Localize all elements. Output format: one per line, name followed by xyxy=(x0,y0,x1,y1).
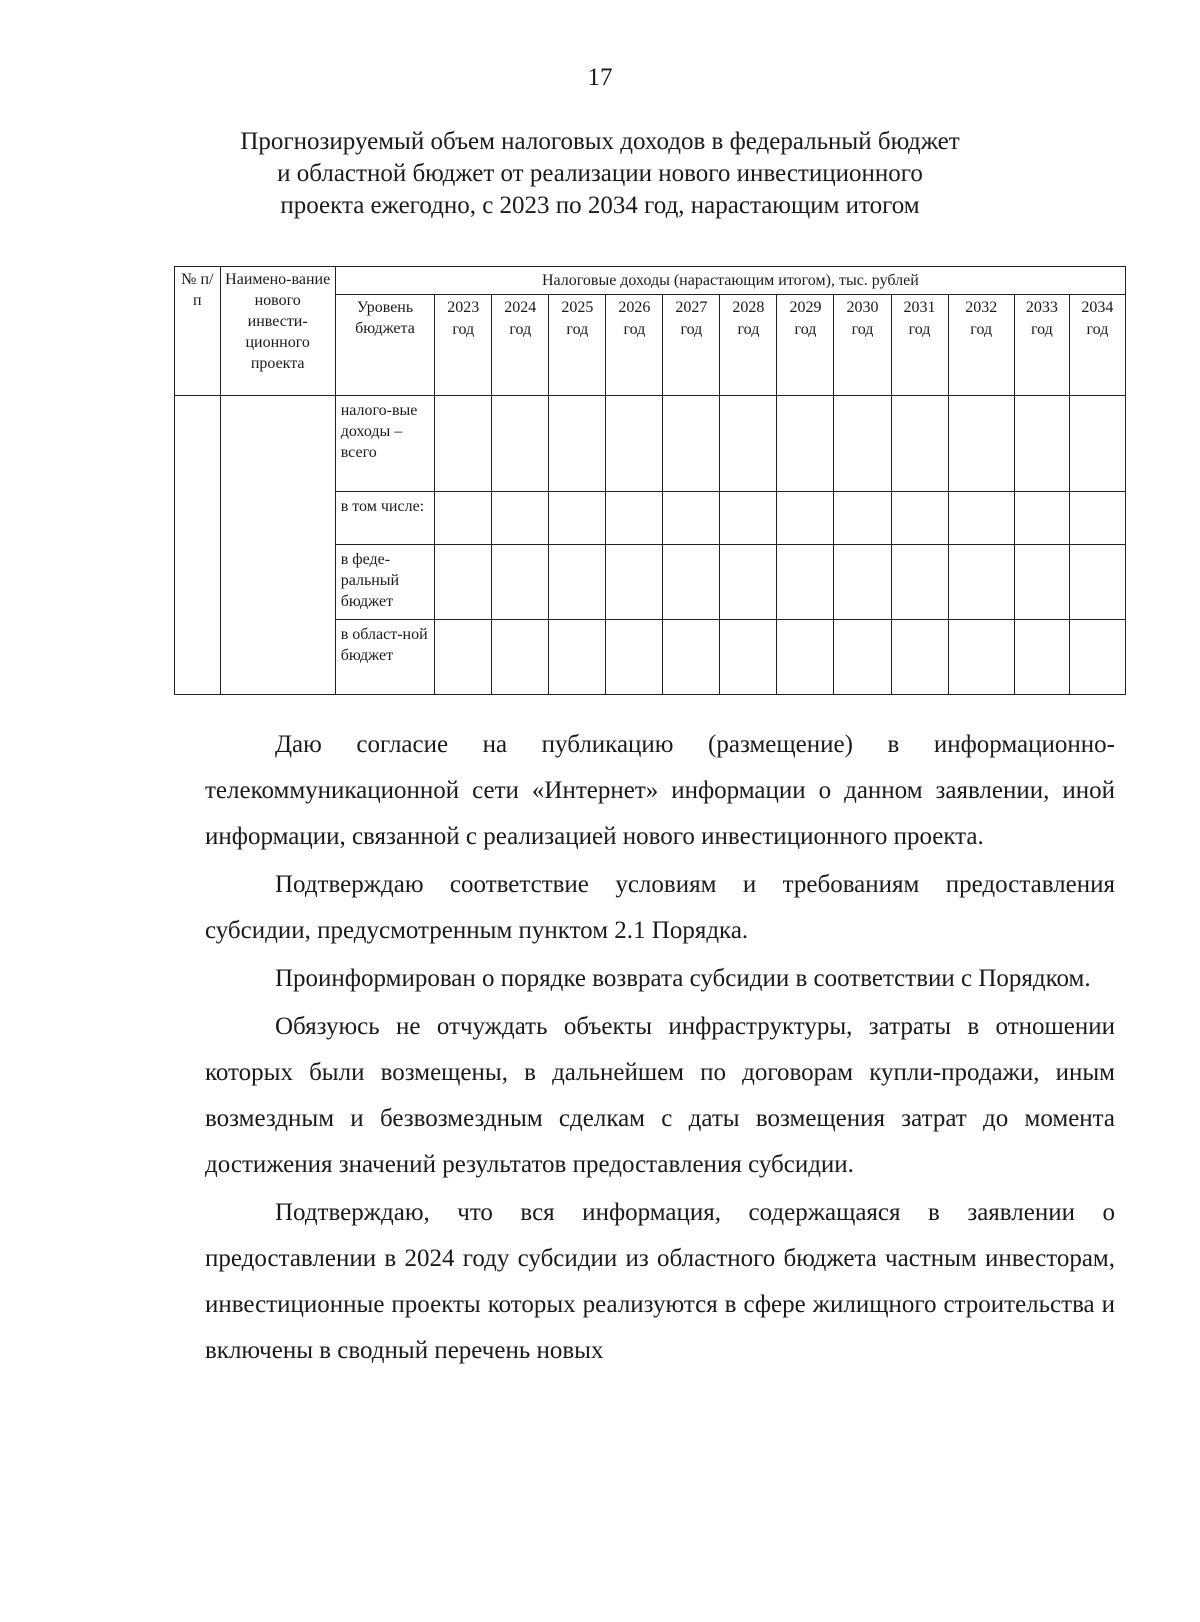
budget-level-label: в том числе: xyxy=(335,492,435,545)
value-cell-2030 xyxy=(834,620,891,695)
value-cell-2024 xyxy=(492,545,549,620)
year-value: 2023 xyxy=(447,299,480,316)
year-header-2027 xyxy=(663,295,720,396)
header-row-1 xyxy=(175,267,1126,295)
year-value: 2029 xyxy=(789,299,822,316)
year-unit: год xyxy=(970,321,993,338)
year-header-2030 xyxy=(834,295,891,396)
value-cell-2023 xyxy=(435,545,492,620)
budget-level-label: налого-вые доходы – всего xyxy=(335,396,435,492)
year-header-2026 xyxy=(606,295,663,396)
paragraph-conditions: Подтверждаю соответствие условиям и требованиям предоставления субсидии, предусмотренным пунктом 2.1 Порядка. xyxy=(205,871,1115,944)
year-unit: год xyxy=(737,321,760,338)
value-cell-2033 xyxy=(1014,492,1069,545)
col-budget-level-header: Уровень бюджета xyxy=(335,295,435,396)
table-row xyxy=(175,396,1126,492)
value-cell-2031 xyxy=(891,545,948,620)
paragraph-obligation: Обязуюсь не отчуждать объекты инфраструктуры, затраты в отношении которых были возмещены, в дальнейшем по договорам купли-продажи, иным возмездным и безвозмездным сделкам с даты возмещения затрат до момента достижения значений результатов предоставления субсидии. xyxy=(205,1013,1115,1178)
value-cell-2029 xyxy=(777,396,834,492)
value-cell-2027 xyxy=(663,396,720,492)
value-cell-2025 xyxy=(549,396,606,492)
year-header-2023 xyxy=(435,295,492,396)
year-header-2034 xyxy=(1069,295,1125,396)
value-cell-2027 xyxy=(663,545,720,620)
value-cell-2032 xyxy=(948,396,1014,492)
year-value: 2026 xyxy=(618,299,651,316)
tax-revenue-table xyxy=(174,266,1126,695)
year-unit: год xyxy=(1086,321,1109,338)
value-cell-2034 xyxy=(1069,620,1125,695)
year-value: 2030 xyxy=(846,299,879,316)
value-cell-2028 xyxy=(720,620,777,695)
value-cell-2032 xyxy=(948,620,1014,695)
year-header-2025 xyxy=(549,295,606,396)
value-cell-2025 xyxy=(549,492,606,545)
year-header-2032 xyxy=(948,295,1014,396)
year-value: 2027 xyxy=(675,299,708,316)
paragraph-confirmation: Подтверждаю, что вся информация, содержащаяся в заявлении о предоставлении в 2024 году субсидии из областного бюджета частным инвесторам, инвестиционные проекты которых реализуются в сфере жилищного строительства и включены в сводный перечень новых xyxy=(205,1199,1115,1364)
year-unit: год xyxy=(452,321,475,338)
value-cell-2026 xyxy=(606,492,663,545)
value-cell-2032 xyxy=(948,545,1014,620)
value-cell-2029 xyxy=(777,492,834,545)
year-value: 2033 xyxy=(1025,299,1058,316)
value-cell-2033 xyxy=(1014,396,1069,492)
year-value: 2034 xyxy=(1081,299,1114,316)
value-cell-2026 xyxy=(606,396,663,492)
year-unit: год xyxy=(623,321,646,338)
budget-level-label: в феде-ральный бюджет xyxy=(335,545,435,620)
value-cell-2026 xyxy=(606,620,663,695)
year-value: 2031 xyxy=(903,299,936,316)
year-header-2033 xyxy=(1014,295,1069,396)
value-cell-2029 xyxy=(777,545,834,620)
year-unit: год xyxy=(566,321,589,338)
value-cell-2031 xyxy=(891,620,948,695)
value-cell-2024 xyxy=(492,396,549,492)
value-cell-2027 xyxy=(663,620,720,695)
value-cell-2027 xyxy=(663,492,720,545)
value-cell-2023 xyxy=(435,492,492,545)
row-number-cell xyxy=(175,396,221,695)
year-unit: год xyxy=(1030,321,1053,338)
page-number: 17 xyxy=(587,64,613,91)
paragraph-consent: Даю согласие на публикацию (размещение) в информационно-телекоммуникационной сети «Интернет» информации о данном заявлении, иной информации, связанной с реализацией нового инвестиционного проекта. xyxy=(205,731,1115,850)
year-header-2031 xyxy=(891,295,948,396)
project-name-cell xyxy=(220,396,335,695)
value-cell-2025 xyxy=(549,620,606,695)
value-cell-2023 xyxy=(435,396,492,492)
title-line: проекта ежегодно, с 2023 по 2034 год, нарастающим итогом xyxy=(280,192,920,219)
title-line: Прогнозируемый объем налоговых доходов в федеральный бюджет xyxy=(240,128,960,155)
year-header-2024 xyxy=(492,295,549,396)
value-cell-2030 xyxy=(834,545,891,620)
year-value: 2028 xyxy=(732,299,765,316)
value-cell-2024 xyxy=(492,620,549,695)
body-text xyxy=(205,722,1115,1376)
title-line: и областной бюджет от реализации нового инвестиционного xyxy=(277,160,923,187)
year-value: 2025 xyxy=(561,299,594,316)
paragraph-return-order: Проинформирован о порядке возврата субсидии в соответствии с Порядком. xyxy=(275,965,1091,992)
budget-level-label: в област-ной бюджет xyxy=(335,620,435,695)
year-unit: год xyxy=(794,321,817,338)
year-unit: год xyxy=(908,321,931,338)
value-cell-2028 xyxy=(720,396,777,492)
value-cell-2034 xyxy=(1069,396,1125,492)
value-cell-2033 xyxy=(1014,545,1069,620)
year-unit: год xyxy=(851,321,874,338)
value-cell-2034 xyxy=(1069,492,1125,545)
value-cell-2031 xyxy=(891,492,948,545)
value-cell-2025 xyxy=(549,545,606,620)
value-cell-2023 xyxy=(435,620,492,695)
value-cell-2033 xyxy=(1014,620,1069,695)
tax-revenue-group-header: Налоговые доходы (нарастающим итогом), тыс. рублей xyxy=(335,267,1125,295)
value-cell-2030 xyxy=(834,492,891,545)
year-header-2029 xyxy=(777,295,834,396)
value-cell-2026 xyxy=(606,545,663,620)
col-number-header: № п/п xyxy=(175,267,221,396)
year-unit: год xyxy=(680,321,703,338)
year-header-2028 xyxy=(720,295,777,396)
value-cell-2034 xyxy=(1069,545,1125,620)
value-cell-2032 xyxy=(948,492,1014,545)
col-project-name-header: Наимено-вание нового инвести-ционного проекта xyxy=(220,267,335,396)
document-title xyxy=(180,126,1020,222)
value-cell-2030 xyxy=(834,396,891,492)
value-cell-2028 xyxy=(720,545,777,620)
year-unit: год xyxy=(509,321,532,338)
value-cell-2024 xyxy=(492,492,549,545)
year-value: 2032 xyxy=(965,299,998,316)
value-cell-2028 xyxy=(720,492,777,545)
year-value: 2024 xyxy=(504,299,537,316)
value-cell-2031 xyxy=(891,396,948,492)
value-cell-2029 xyxy=(777,620,834,695)
